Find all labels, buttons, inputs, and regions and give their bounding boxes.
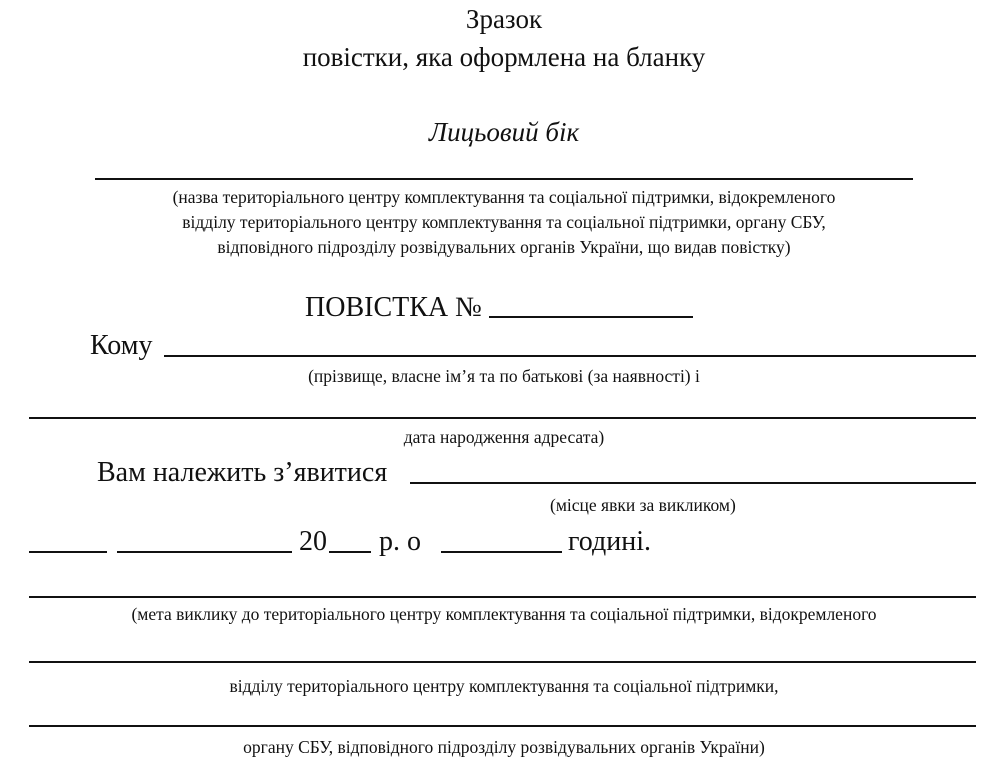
to-label: Кому: [90, 330, 153, 361]
month-field[interactable]: [117, 551, 292, 553]
purpose-caption-1: (мета виклику до територіального центру комплектування та соціальної підтримки, відокремленого: [131, 604, 877, 624]
recipient-birthdate-field[interactable]: [29, 417, 976, 419]
purpose-caption-3: органу СБУ, відповідного підрозділу розвідувальних органів України): [243, 737, 765, 757]
purpose-field-line-2[interactable]: [29, 661, 976, 663]
purpose-field-line-3[interactable]: [29, 725, 976, 727]
purpose-field-line-1[interactable]: [29, 596, 976, 598]
recipient-caption-2: дата народження адресата): [403, 427, 605, 447]
heading-subtitle: повістки, яка оформлена на бланку: [302, 42, 706, 72]
time-field[interactable]: [441, 551, 562, 553]
notice-title-row: [305, 292, 693, 324]
issuer-caption-line-3: відповідного підрозділу розвідувальних органів України, що видав повістку): [217, 237, 791, 257]
year-prefix: 20: [299, 526, 327, 557]
issuer-caption-line-1: (назва територіального центру комплектування та соціальної підтримки, відокремленого: [172, 187, 836, 207]
issuer-field-line[interactable]: [95, 178, 913, 180]
notice-title: ПОВІСТКА №: [305, 292, 482, 323]
year-field[interactable]: [329, 551, 371, 553]
time-suffix: годині.: [568, 526, 651, 557]
notice-number-field[interactable]: [489, 292, 693, 318]
recipient-name-field[interactable]: [164, 355, 976, 357]
year-suffix: р. о: [379, 526, 421, 557]
issuer-caption-line-2: відділу територіального центру комплектування та соціальної підтримки, органу СБУ,: [182, 212, 826, 232]
purpose-caption-2: відділу територіального центру комплектування та соціальної підтримки,: [229, 676, 779, 696]
day-field[interactable]: [29, 551, 107, 553]
side-label: Лицьовий бік: [428, 117, 580, 147]
appear-label: Вам належить з’явитися: [97, 457, 388, 488]
appearance-place-field[interactable]: [410, 482, 976, 484]
place-caption: (місце явки за викликом): [550, 495, 736, 515]
recipient-caption-1: (прізвище, власне ім’я та по батькові (за наявності) і: [308, 366, 700, 386]
heading-sample: Зразок: [465, 4, 543, 34]
